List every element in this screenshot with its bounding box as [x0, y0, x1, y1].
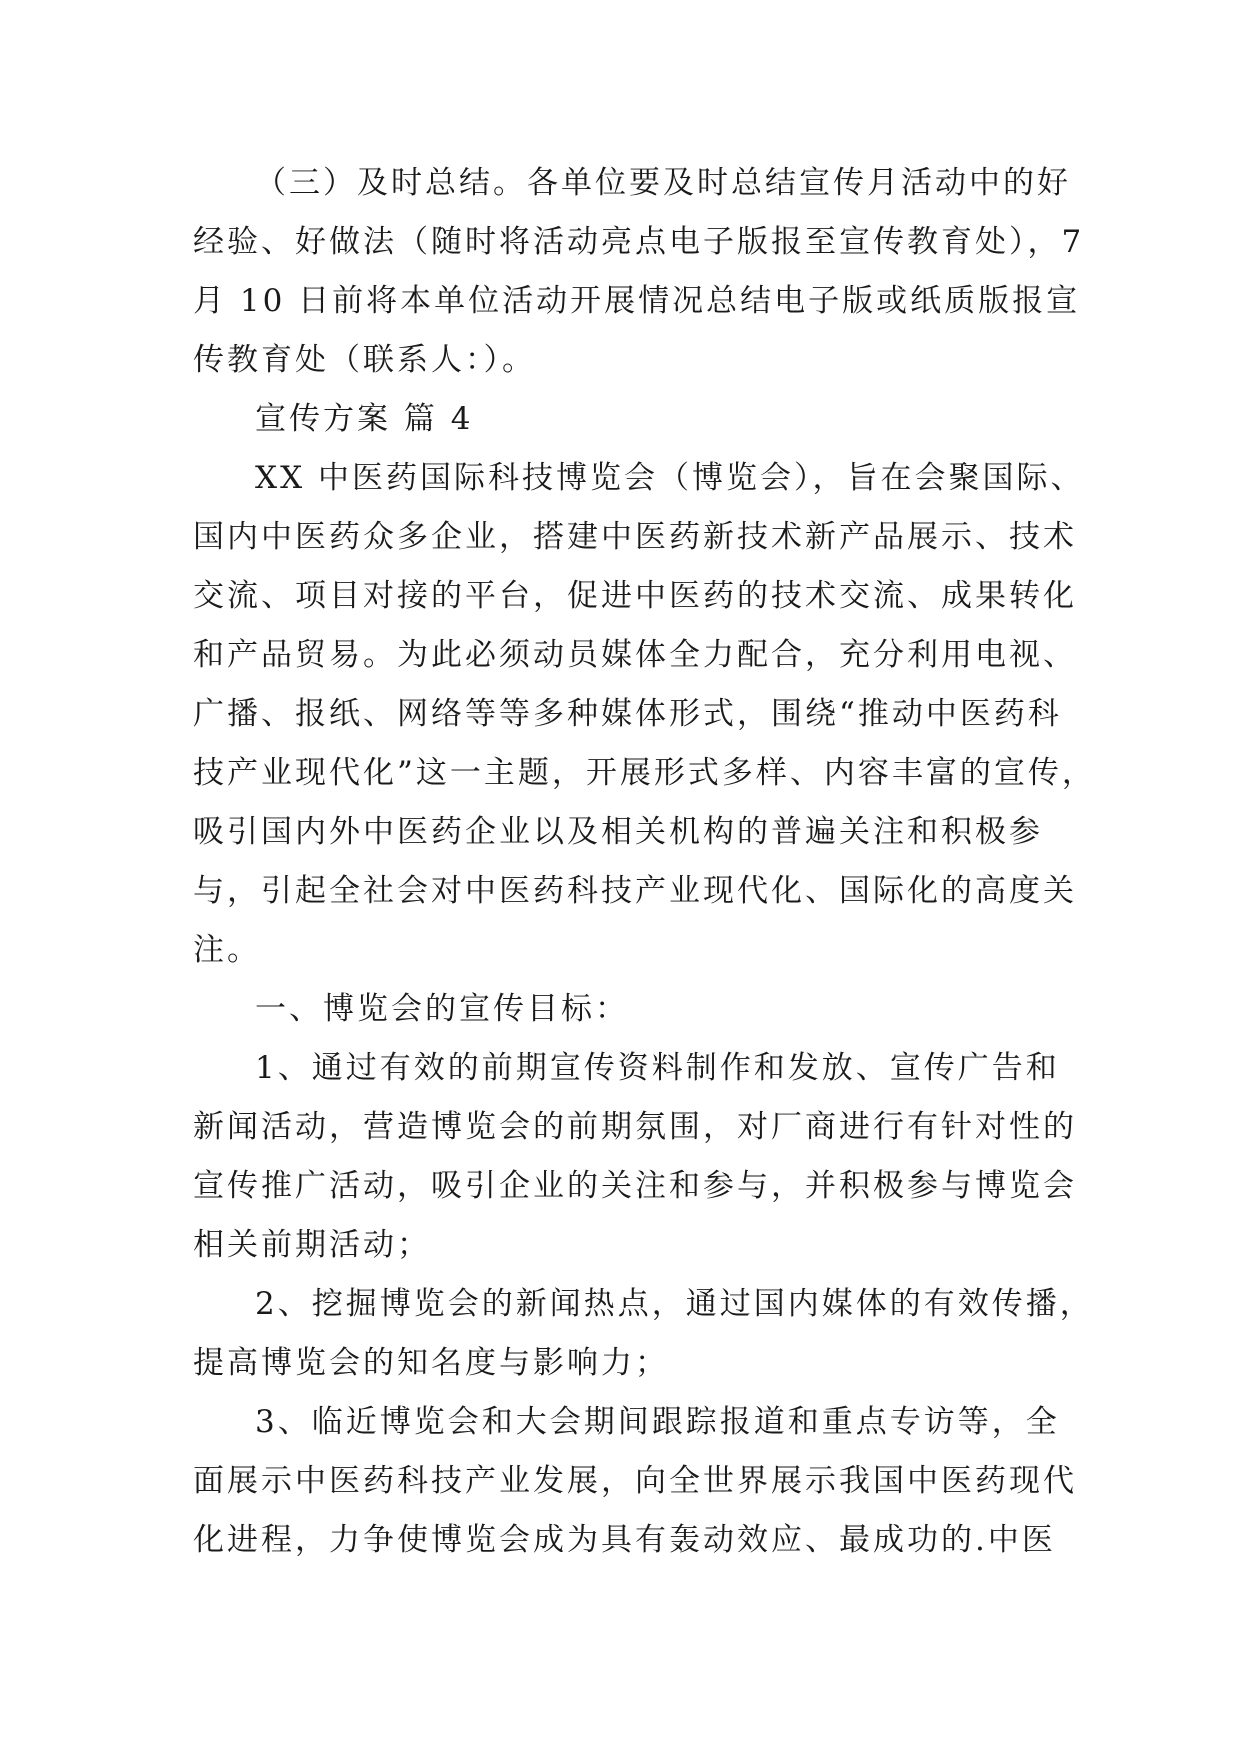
text-line: 3、临近博览会和大会期间跟踪报道和重点专访等，全: [255, 1404, 1060, 1440]
text-line: 交流、项目对接的平台，促进中医药的技术交流、成果转化: [193, 578, 1077, 614]
subsection-heading: 一、博览会的宣传目标：: [255, 991, 629, 1027]
section-heading: 宣传方案 篇 4: [255, 401, 474, 437]
text-line: 吸引国内外中医药企业以及相关机构的普遍关注和积极参: [193, 814, 1043, 850]
text-line: 广播、报纸、网络等等多种媒体形式，围绕“推动中医药科: [193, 696, 1062, 732]
text-line: 化进程，力争使博览会成为具有轰动效应、最成功的.中医: [193, 1522, 1056, 1558]
text-line: 2、挖掘博览会的新闻热点，通过国内媒体的有效传播，: [255, 1286, 1094, 1322]
text-line: （三）及时总结。各单位要及时总结宣传月活动中的好: [255, 165, 1071, 201]
text-line: 国内中医药众多企业，搭建中医药新技术新产品展示、技术: [193, 519, 1077, 555]
text-line: 提高博览会的知名度与影响力；: [193, 1345, 669, 1381]
text-line: 传教育处（联系人：）。: [193, 342, 536, 378]
text-line: 1、通过有效的前期宣传资料制作和发放、宣传广告和: [255, 1050, 1060, 1086]
text-line: 宣传推广活动，吸引企业的关注和参与，并积极参与博览会: [193, 1168, 1077, 1204]
text-line: 经验、好做法（随时将活动亮点电子版报至宣传教育处），7: [193, 224, 1085, 260]
text-line: 月 10 日前将本单位活动开展情况总结电子版或纸质版报宣: [193, 283, 1081, 319]
text-line: XX 中医药国际科技博览会（博览会），旨在会聚国际、: [255, 460, 1085, 496]
text-line: 和产品贸易。为此必须动员媒体全力配合，充分利用电视、: [193, 637, 1077, 673]
text-line: 面展示中医药科技产业发展，向全世界展示我国中医药现代: [193, 1463, 1077, 1499]
text-line: 与，引起全社会对中医药科技产业现代化、国际化的高度关: [193, 873, 1077, 909]
text-line: 相关前期活动；: [193, 1227, 431, 1263]
text-line: 技产业现代化”这一主题，开展形式多样、内容丰富的宣传，: [193, 755, 1096, 791]
text-line: 注。: [193, 932, 261, 968]
text-line: 新闻活动，营造博览会的前期氛围，对厂商进行有针对性的: [193, 1109, 1077, 1145]
